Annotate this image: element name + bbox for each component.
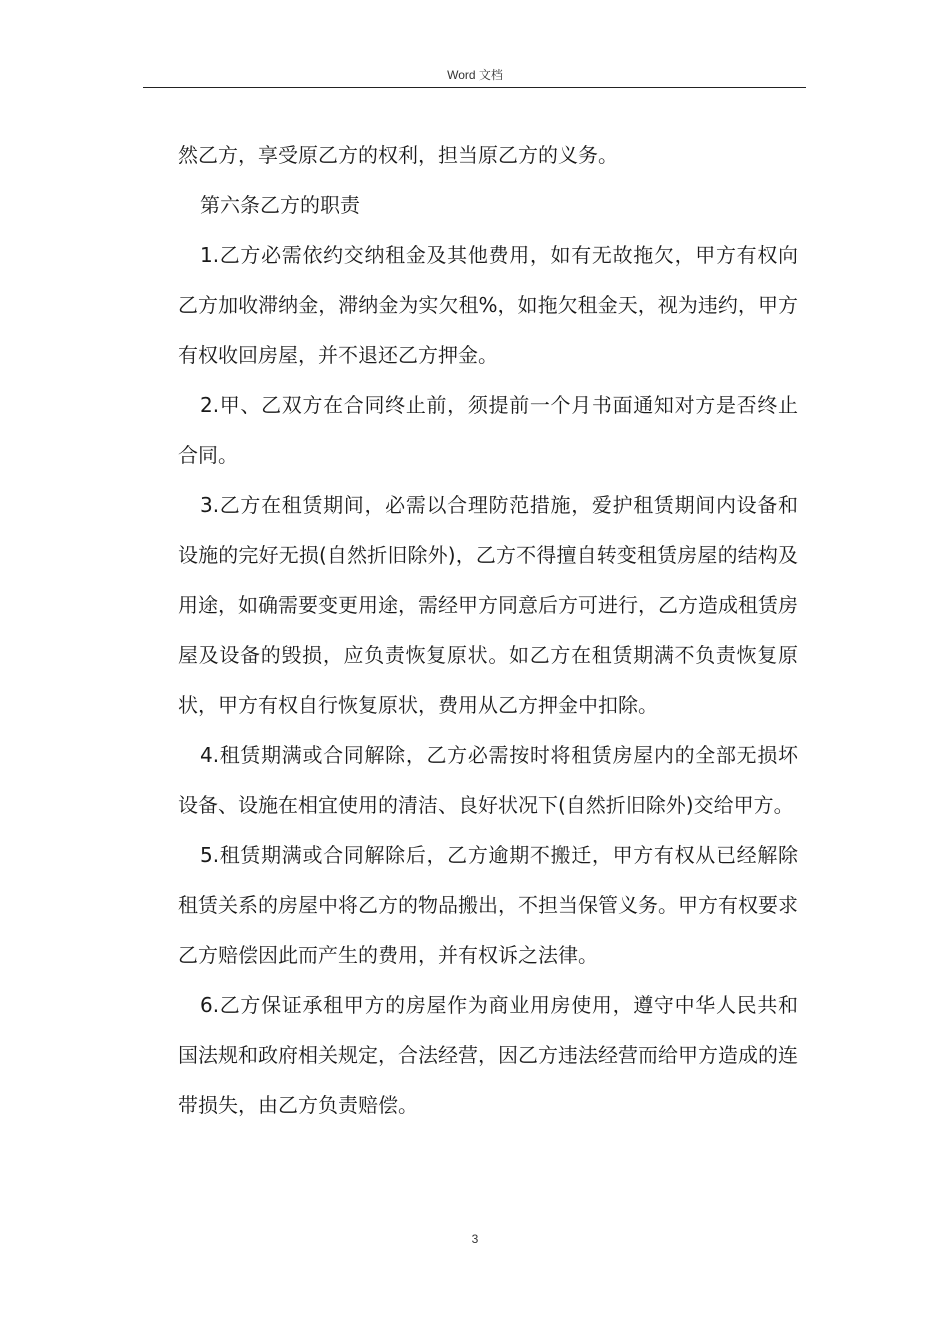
clause-3: 3.乙方在租赁期间，必需以合理防范措施，爱护租赁期间内设备和设施的完好无损(自然折旧除外)，乙方不得擅自转变租赁房屋的结构及用途，如确需要变更用途，需经甲方同意后方可进行，乙方造成租赁房屋及设备的毁损，应负责恢复原状。如乙方在租赁期满不负责恢复原状，甲方有权自行恢复原状，费用从乙方押金中扣除。 bbox=[178, 493, 798, 717]
clause-1: 1.乙方必需依约交纳租金及其他费用，如有无故拖欠，甲方有权向乙方加收滞纳金，滞纳金为实欠租%，如拖欠租金天，视为违约，甲方有权收回房屋，并不退还乙方押金。 bbox=[178, 243, 798, 367]
header-divider bbox=[143, 87, 806, 88]
clause-5: 5.租赁期满或合同解除后，乙方逾期不搬迁，甲方有权从已经解除租赁关系的房屋中将乙方的物品搬出，不担当保管义务。甲方有权要求乙方赔偿因此而产生的费用，并有权诉之法律。 bbox=[178, 843, 798, 967]
page-header-label: Word 文档 bbox=[447, 68, 503, 82]
section-heading: 第六条乙方的职责 bbox=[200, 193, 360, 217]
paragraph-continuation: 然乙方，享受原乙方的权利，担当原乙方的义务。 bbox=[178, 143, 618, 167]
clause-2: 2.甲、乙双方在合同终止前，须提前一个月书面通知对方是否终止合同。 bbox=[178, 393, 798, 467]
document-body bbox=[178, 130, 798, 1130]
clause-4: 4.租赁期满或合同解除，乙方必需按时将租赁房屋内的全部无损坏设备、设施在相宜使用的清洁、良好状况下(自然折旧除外)交给甲方。 bbox=[178, 743, 798, 817]
clause-6: 6.乙方保证承租甲方的房屋作为商业用房使用，遵守中华人民共和国法规和政府相关规定，合法经营，因乙方违法经营而给甲方造成的连带损失，由乙方负责赔偿。 bbox=[178, 993, 798, 1117]
page-number: 3 bbox=[471, 1232, 479, 1246]
